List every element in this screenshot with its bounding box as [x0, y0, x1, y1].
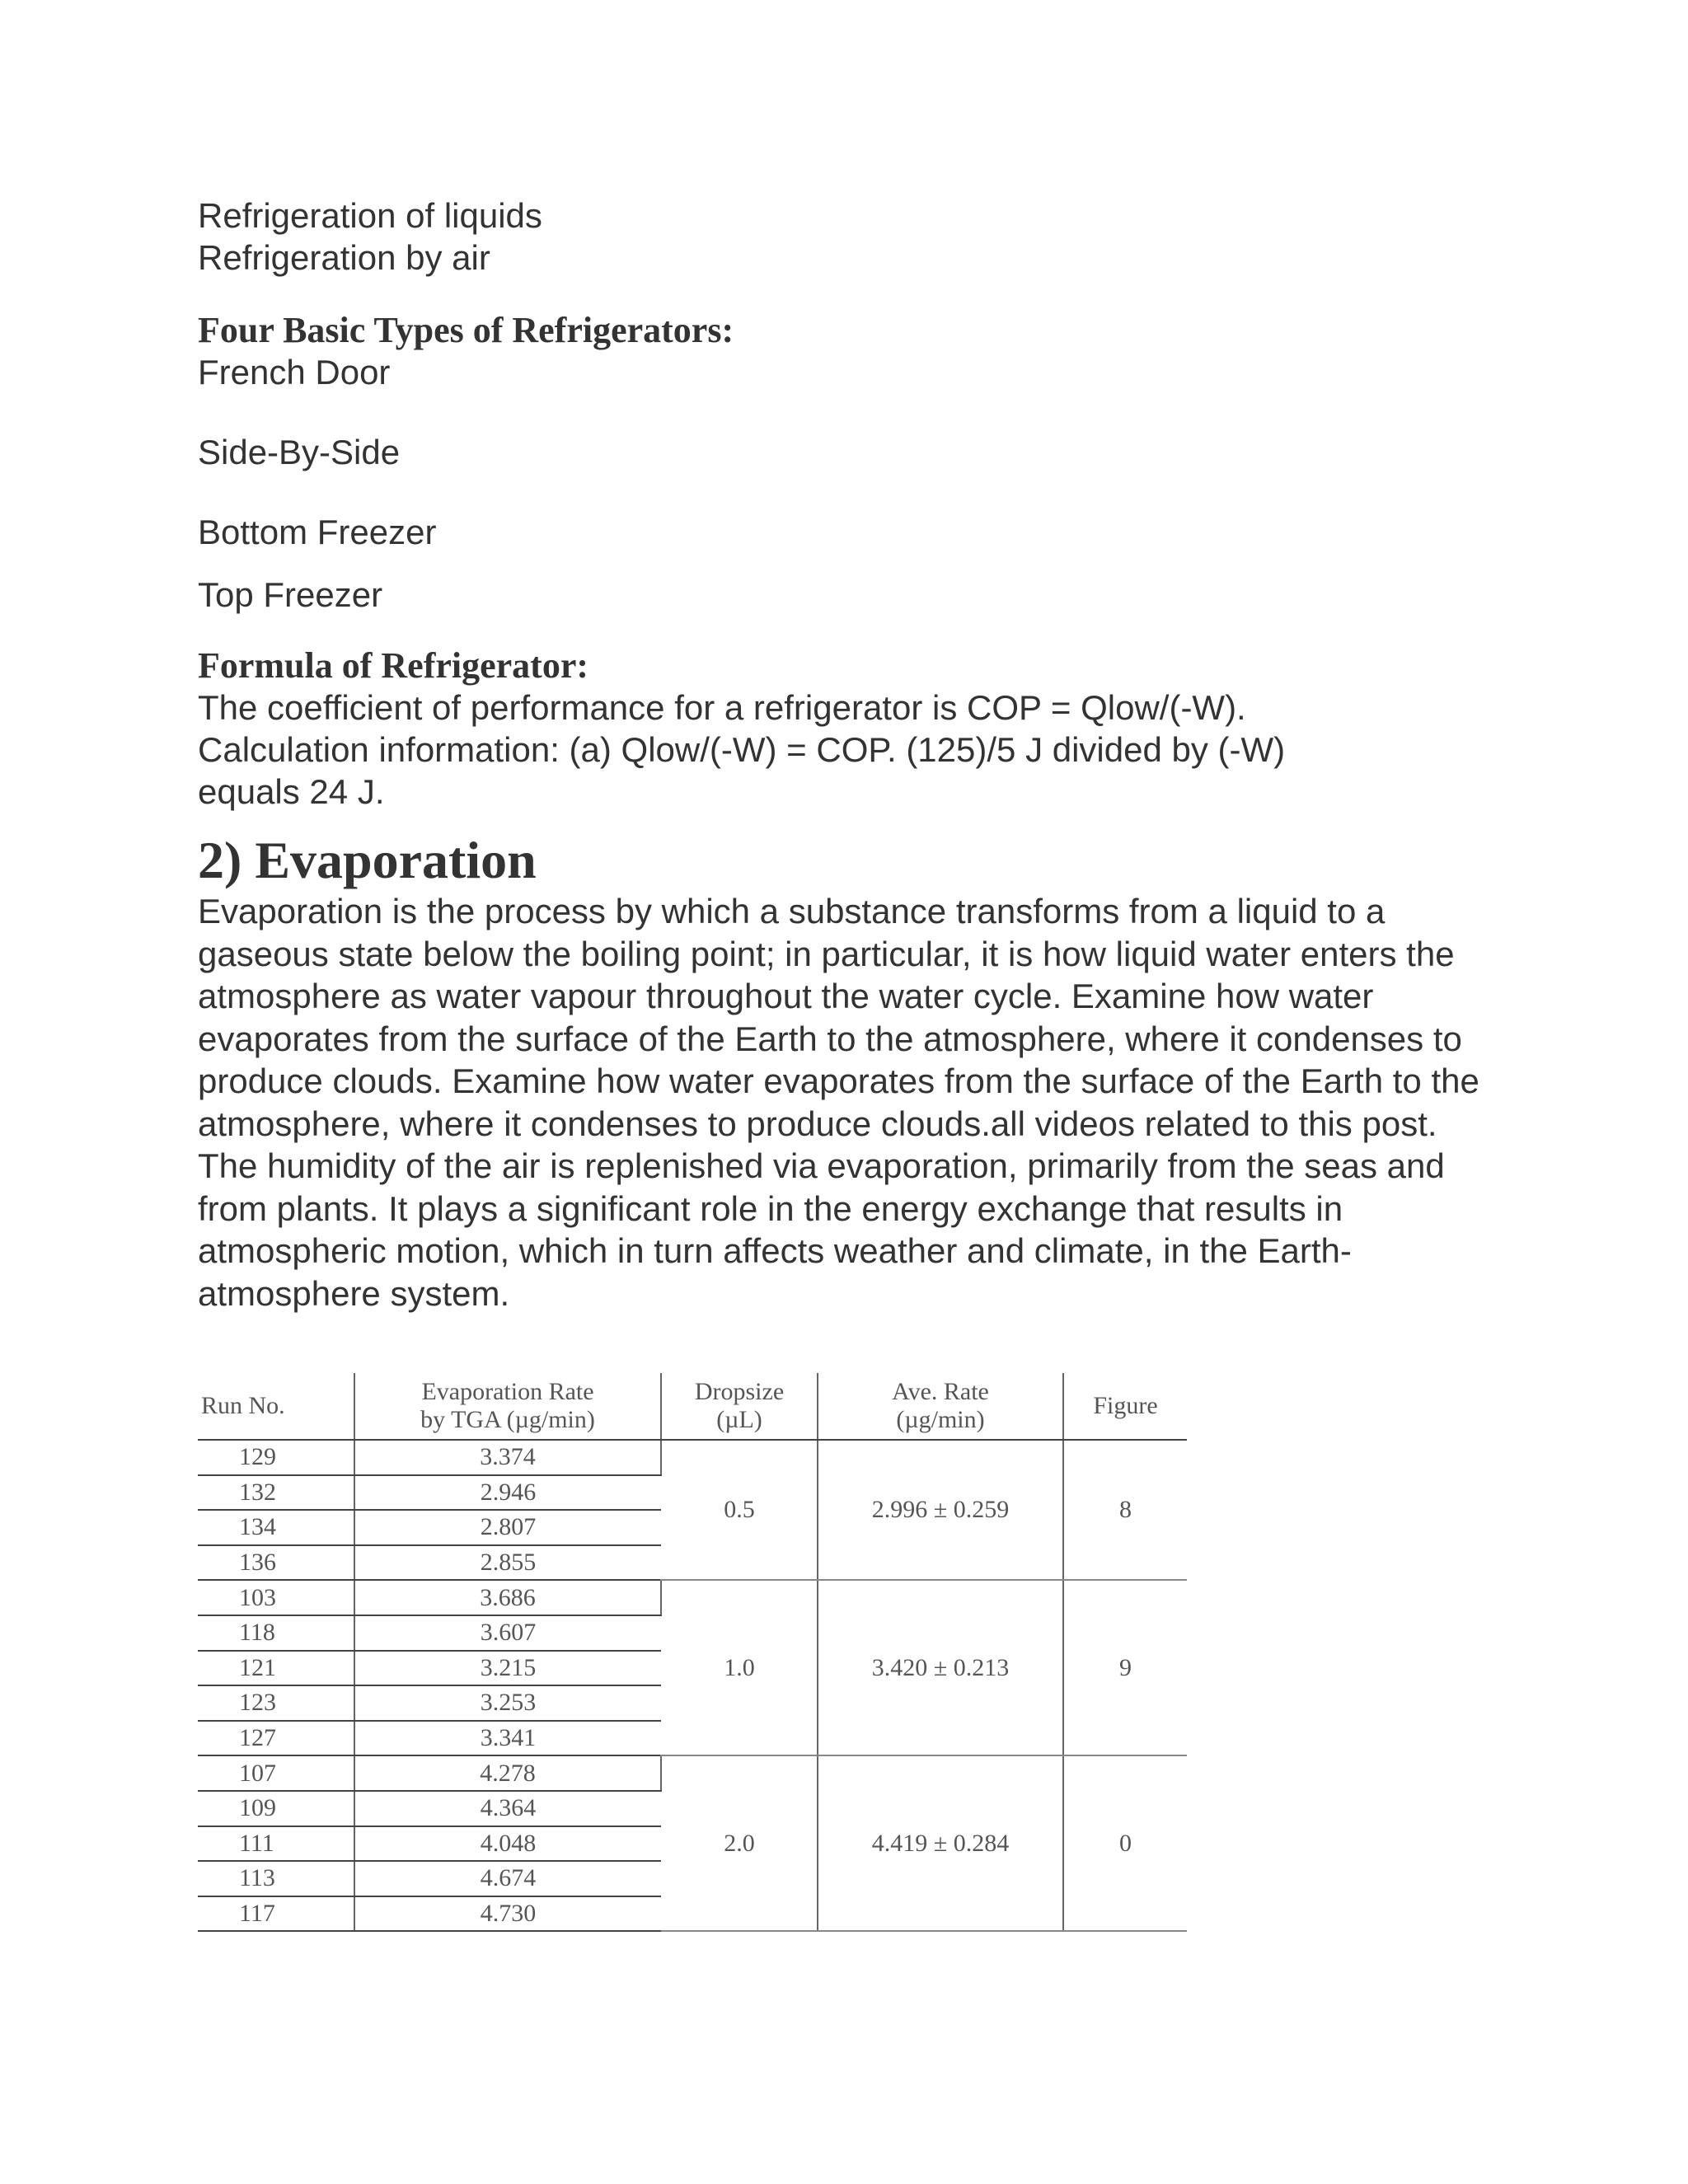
cell-evaporation-rate: 3.253	[354, 1685, 661, 1721]
header-dropsize-line1: Dropsize	[694, 1378, 785, 1405]
cell-run-no: 123	[198, 1685, 354, 1721]
evaporation-table-figure	[198, 1373, 1187, 1933]
cell-ave-rate: 2.996 ± 0.259	[818, 1440, 1063, 1580]
cell-run-no: 134	[198, 1510, 354, 1545]
table-row	[198, 1580, 1187, 1615]
type-item-french-door: French Door	[198, 353, 391, 391]
header-figure: Figure	[1063, 1373, 1187, 1440]
cell-dropsize: 1.0	[661, 1580, 818, 1755]
cell-dropsize: 2.0	[661, 1755, 818, 1931]
table-row	[198, 1755, 1187, 1791]
formula-heading: Formula of Refrigerator:	[198, 645, 589, 686]
cell-run-no: 136	[198, 1545, 354, 1581]
cell-evaporation-rate: 4.364	[354, 1791, 661, 1826]
cell-run-no: 111	[198, 1826, 354, 1862]
cell-figure: 9	[1063, 1580, 1187, 1755]
table-header-row	[198, 1373, 1187, 1440]
cell-dropsize: 0.5	[661, 1440, 818, 1580]
header-evaporation-rate-line2: by TGA (µg/min)	[420, 1406, 595, 1433]
header-ave-rate	[818, 1373, 1063, 1440]
cell-ave-rate: 4.419 ± 0.284	[818, 1755, 1063, 1931]
table-row	[198, 1440, 1187, 1475]
cell-run-no: 127	[198, 1721, 354, 1756]
cell-evaporation-rate: 4.674	[354, 1861, 661, 1896]
cell-figure: 8	[1063, 1440, 1187, 1580]
cell-run-no: 117	[198, 1896, 354, 1932]
cell-run-no: 132	[198, 1475, 354, 1511]
cell-evaporation-rate: 3.341	[354, 1721, 661, 1756]
cell-run-no: 113	[198, 1861, 354, 1896]
cell-run-no: 121	[198, 1651, 354, 1686]
cell-evaporation-rate: 3.374	[354, 1440, 661, 1475]
cell-run-no: 129	[198, 1440, 354, 1475]
cell-evaporation-rate: 4.278	[354, 1755, 661, 1791]
header-ave-rate-line2: (µg/min)	[896, 1406, 985, 1433]
header-evaporation-rate	[354, 1373, 661, 1440]
section-heading-evaporation: 2) Evaporation	[198, 831, 537, 889]
cell-figure: 0	[1063, 1755, 1187, 1931]
evaporation-rate-table	[198, 1373, 1187, 1932]
types-heading: Four Basic Types of Refrigerators:	[198, 310, 734, 350]
cell-evaporation-rate: 3.686	[354, 1580, 661, 1615]
cell-evaporation-rate: 2.946	[354, 1475, 661, 1511]
cell-ave-rate: 3.420 ± 0.213	[818, 1580, 1063, 1755]
cell-run-no: 118	[198, 1615, 354, 1651]
cell-run-no: 107	[198, 1755, 354, 1791]
header-run-no: Run No.	[198, 1373, 354, 1440]
cell-evaporation-rate: 2.855	[354, 1545, 661, 1581]
formula-line: Calculation information: (a) Qlow/(-W) = COP. (125)/5 J divided by (-W)	[198, 730, 1286, 769]
text-line-refrigeration-liquids: Refrigeration of liquids	[198, 196, 542, 235]
header-dropsize-line2: (µL)	[716, 1406, 762, 1433]
header-dropsize	[661, 1373, 818, 1440]
cell-evaporation-rate: 2.807	[354, 1510, 661, 1545]
formula-line: equals 24 J.	[198, 772, 385, 811]
cell-evaporation-rate: 4.048	[354, 1826, 661, 1862]
cell-run-no: 109	[198, 1791, 354, 1826]
cell-run-no: 103	[198, 1580, 354, 1615]
cell-evaporation-rate: 3.607	[354, 1615, 661, 1651]
text-line-refrigeration-air: Refrigeration by air	[198, 238, 490, 277]
header-ave-rate-line1: Ave. Rate	[892, 1378, 989, 1405]
document-page	[198, 194, 1517, 1315]
type-item-top-freezer: Top Freezer	[198, 575, 383, 614]
table-body	[198, 1440, 1187, 1931]
cell-evaporation-rate: 3.215	[354, 1651, 661, 1686]
formula-line: The coefficient of performance for a refrigerator is COP = Qlow/(-W).	[198, 688, 1246, 727]
type-item-bottom-freezer: Bottom Freezer	[198, 513, 437, 551]
header-evaporation-rate-line1: Evaporation Rate	[421, 1378, 594, 1405]
evaporation-paragraph: Evaporation is the process by which a substance transforms from a liquid to a gaseous state below the boiling point; in particular, it is how liquid water enters the atmosphere as water vapour throughout the water cycle. Examine how water evaporates from the surface of the Earth to the atmosphere, where it condenses to produce clouds. Examine how water evaporates from the surface of the Earth to the atmosphere, where it condenses to produce clouds.all videos related to this post. The humidity of the air is replenished via evaporation, primarily from the seas and from plants. It plays a significant role in the energy exchange that results in atmospheric motion, which in turn affects weather and climate, in the Earth-atmosphere system.	[198, 892, 1479, 1313]
cell-evaporation-rate: 4.730	[354, 1896, 661, 1932]
type-item-side-by-side: Side-By-Side	[198, 433, 401, 471]
